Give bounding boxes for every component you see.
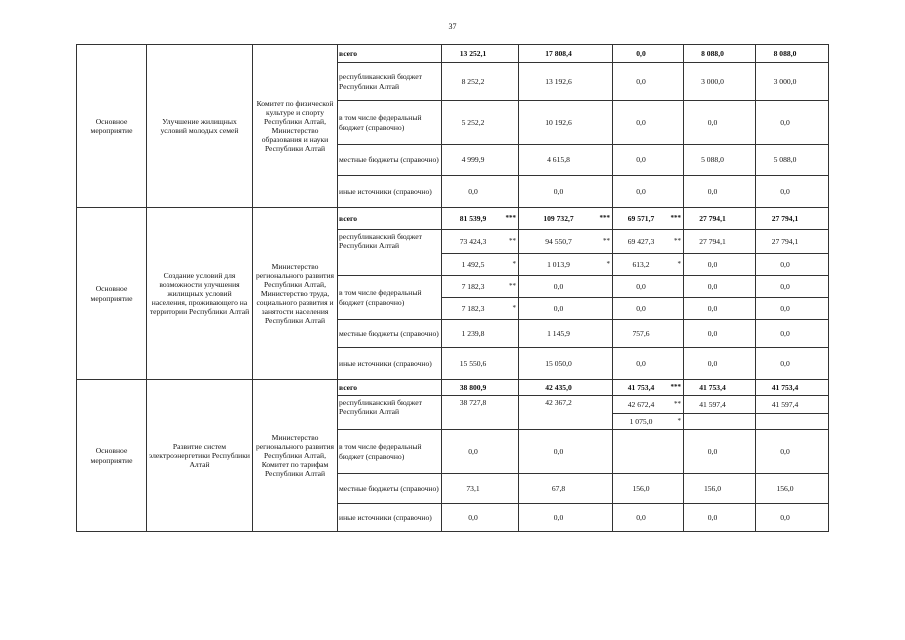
value-cell: 0,0 [519, 176, 613, 208]
value-cell: 41 597,4 [684, 396, 756, 414]
value-cell: 41 753,4 [756, 380, 829, 396]
value-cell: 69 571,7 *** [613, 208, 684, 230]
value-cell: 10 192,6 [519, 101, 613, 145]
value-cell: 27 794,1 [756, 230, 829, 254]
value-cell: 8 252,2 [442, 63, 519, 101]
source-cell: местные бюджеты (справочно) [338, 320, 442, 348]
value-cell: 38 800,9 [442, 380, 519, 396]
value-cell: 0,0 [442, 430, 519, 474]
source-cell: иные источники (справочно) [338, 504, 442, 532]
event-type-cell: Основное мероприятие [77, 208, 147, 380]
value-cell: 1 075,0 * [613, 414, 684, 430]
source-cell: местные бюджеты (справочно) [338, 474, 442, 504]
value-cell: 0,0 [684, 101, 756, 145]
value-cell: 17 808,4 [519, 45, 613, 63]
source-cell: всего [338, 45, 442, 63]
value-cell: 0,0 [519, 504, 613, 532]
value-cell: 4 615,8 [519, 145, 613, 176]
value-cell: 109 732,7 *** [519, 208, 613, 230]
value-cell: 0,0 [613, 348, 684, 380]
source-cell: всего [338, 208, 442, 230]
value-cell: 0,0 [613, 101, 684, 145]
table-row [77, 45, 829, 63]
value-cell: 13 252,1 [442, 45, 519, 63]
value-cell: 41 597,4 [756, 396, 829, 414]
value-cell: 0,0 [684, 430, 756, 474]
value-cell: 0,0 [756, 504, 829, 532]
value-cell: 41 753,4 *** [613, 380, 684, 396]
source-cell: всего [338, 380, 442, 396]
value-cell: 0,0 [756, 348, 829, 380]
value-cell: 42 435,0 [519, 380, 613, 396]
value-cell: 0,0 [613, 176, 684, 208]
value-cell [684, 414, 756, 430]
value-cell: 0,0 [519, 430, 613, 474]
value-cell: 0,0 [684, 176, 756, 208]
value-cell: 1 013,9 * [519, 254, 613, 276]
value-cell: 41 753,4 [684, 380, 756, 396]
value-cell: 0,0 [684, 348, 756, 380]
value-cell: 5 088,0 [756, 145, 829, 176]
value-cell: 42 672,4 ** [613, 396, 684, 414]
value-cell [756, 414, 829, 430]
value-cell: 0,0 [756, 276, 829, 298]
source-cell: республиканский бюджет Республики Алтай [338, 63, 442, 101]
value-cell: 0,0 [684, 254, 756, 276]
value-cell: 0,0 [613, 63, 684, 101]
value-cell: 0,0 [442, 504, 519, 532]
value-cell: 27 794,1 [756, 208, 829, 230]
value-cell: 0,0 [519, 298, 613, 320]
value-cell: 5 252,2 [442, 101, 519, 145]
value-cell: 0,0 [756, 298, 829, 320]
value-cell: 0,0 [613, 298, 684, 320]
value-cell: 0,0 [756, 176, 829, 208]
source-cell: иные источники (справочно) [338, 176, 442, 208]
value-cell: 1 492,5 * [442, 254, 519, 276]
executor-cell: Министерство регионального развития Республики Алтай, Комитет по тарифам Республики Алтай [253, 380, 338, 532]
source-cell: в том числе федеральный бюджет (справочно) [338, 101, 442, 145]
value-cell: 5 088,0 [684, 145, 756, 176]
value-cell: 4 999,9 [442, 145, 519, 176]
value-cell: 156,0 [613, 474, 684, 504]
value-cell: 42 367,2 [519, 396, 613, 430]
source-cell: иные источники (справочно) [338, 348, 442, 380]
value-cell: 27 794,1 [684, 208, 756, 230]
value-cell: 0,0 [613, 504, 684, 532]
table-row [77, 208, 829, 230]
value-cell: 0,0 [756, 254, 829, 276]
value-cell: 613,2 * [613, 254, 684, 276]
event-name-cell: Создание условий для возможности улучшения жилищных условий населения, проживающего на территории Республики Алтай [147, 208, 253, 380]
executor-cell: Министерство регионального развития Республики Алтай, Министерство труда, социального развития и занятости населения Республики Алтай [253, 208, 338, 380]
table-row [77, 380, 829, 396]
value-cell: 8 088,0 [684, 45, 756, 63]
value-cell: 3 000,0 [684, 63, 756, 101]
value-cell: 27 794,1 [684, 230, 756, 254]
value-cell: 3 000,0 [756, 63, 829, 101]
event-type-cell: Основное мероприятие [77, 380, 147, 532]
value-cell: 67,8 [519, 474, 613, 504]
value-cell: 7 182,3 ** [442, 276, 519, 298]
value-cell: 156,0 [756, 474, 829, 504]
value-cell: 156,0 [684, 474, 756, 504]
value-cell: 13 192,6 [519, 63, 613, 101]
page-number: 37 [448, 22, 457, 31]
value-cell: 38 727,8 [442, 396, 519, 430]
value-cell: 0,0 [613, 145, 684, 176]
value-cell: 7 182,3 * [442, 298, 519, 320]
event-name-cell: Улучшение жилищных условий молодых семей [147, 45, 253, 208]
event-type-cell: Основное мероприятие [77, 45, 147, 208]
value-cell: 73,1 [442, 474, 519, 504]
value-cell: 15 050,0 [519, 348, 613, 380]
value-cell: 94 550,7 ** [519, 230, 613, 254]
value-cell: 757,6 [613, 320, 684, 348]
source-cell: республиканский бюджет Республики Алтай [338, 396, 442, 430]
value-cell: 81 539,9 *** [442, 208, 519, 230]
value-cell: 0,0 [613, 276, 684, 298]
value-cell: 0,0 [684, 320, 756, 348]
value-cell: 15 550,6 [442, 348, 519, 380]
value-cell: 0,0 [756, 101, 829, 145]
value-cell: 0,0 [756, 320, 829, 348]
value-cell: 1 145,9 [519, 320, 613, 348]
budget-table [76, 44, 829, 532]
value-cell: 0,0 [684, 504, 756, 532]
value-cell: 0,0 [684, 276, 756, 298]
event-name-cell: Развитие систем электроэнергетики Республики Алтай [147, 380, 253, 532]
value-cell: 69 427,3 ** [613, 230, 684, 254]
source-cell: в том числе федеральный бюджет (справочно) [338, 276, 442, 320]
source-cell: местные бюджеты (справочно) [338, 145, 442, 176]
executor-cell: Комитет по физической культуре и спорту Республики Алтай, Министерство образования и науки Республики Алтай [253, 45, 338, 208]
value-cell: 0,0 [756, 430, 829, 474]
value-cell [613, 430, 684, 474]
value-cell: 1 239,8 [442, 320, 519, 348]
value-cell: 0,0 [684, 298, 756, 320]
value-cell: 8 088,0 [756, 45, 829, 63]
value-cell: 0,0 [442, 176, 519, 208]
value-cell: 73 424,3 ** [442, 230, 519, 254]
value-cell: 0,0 [613, 45, 684, 63]
source-cell: республиканский бюджет Республики Алтай [338, 230, 442, 276]
value-cell: 0,0 [519, 276, 613, 298]
source-cell: в том числе федеральный бюджет (справочно) [338, 430, 442, 474]
